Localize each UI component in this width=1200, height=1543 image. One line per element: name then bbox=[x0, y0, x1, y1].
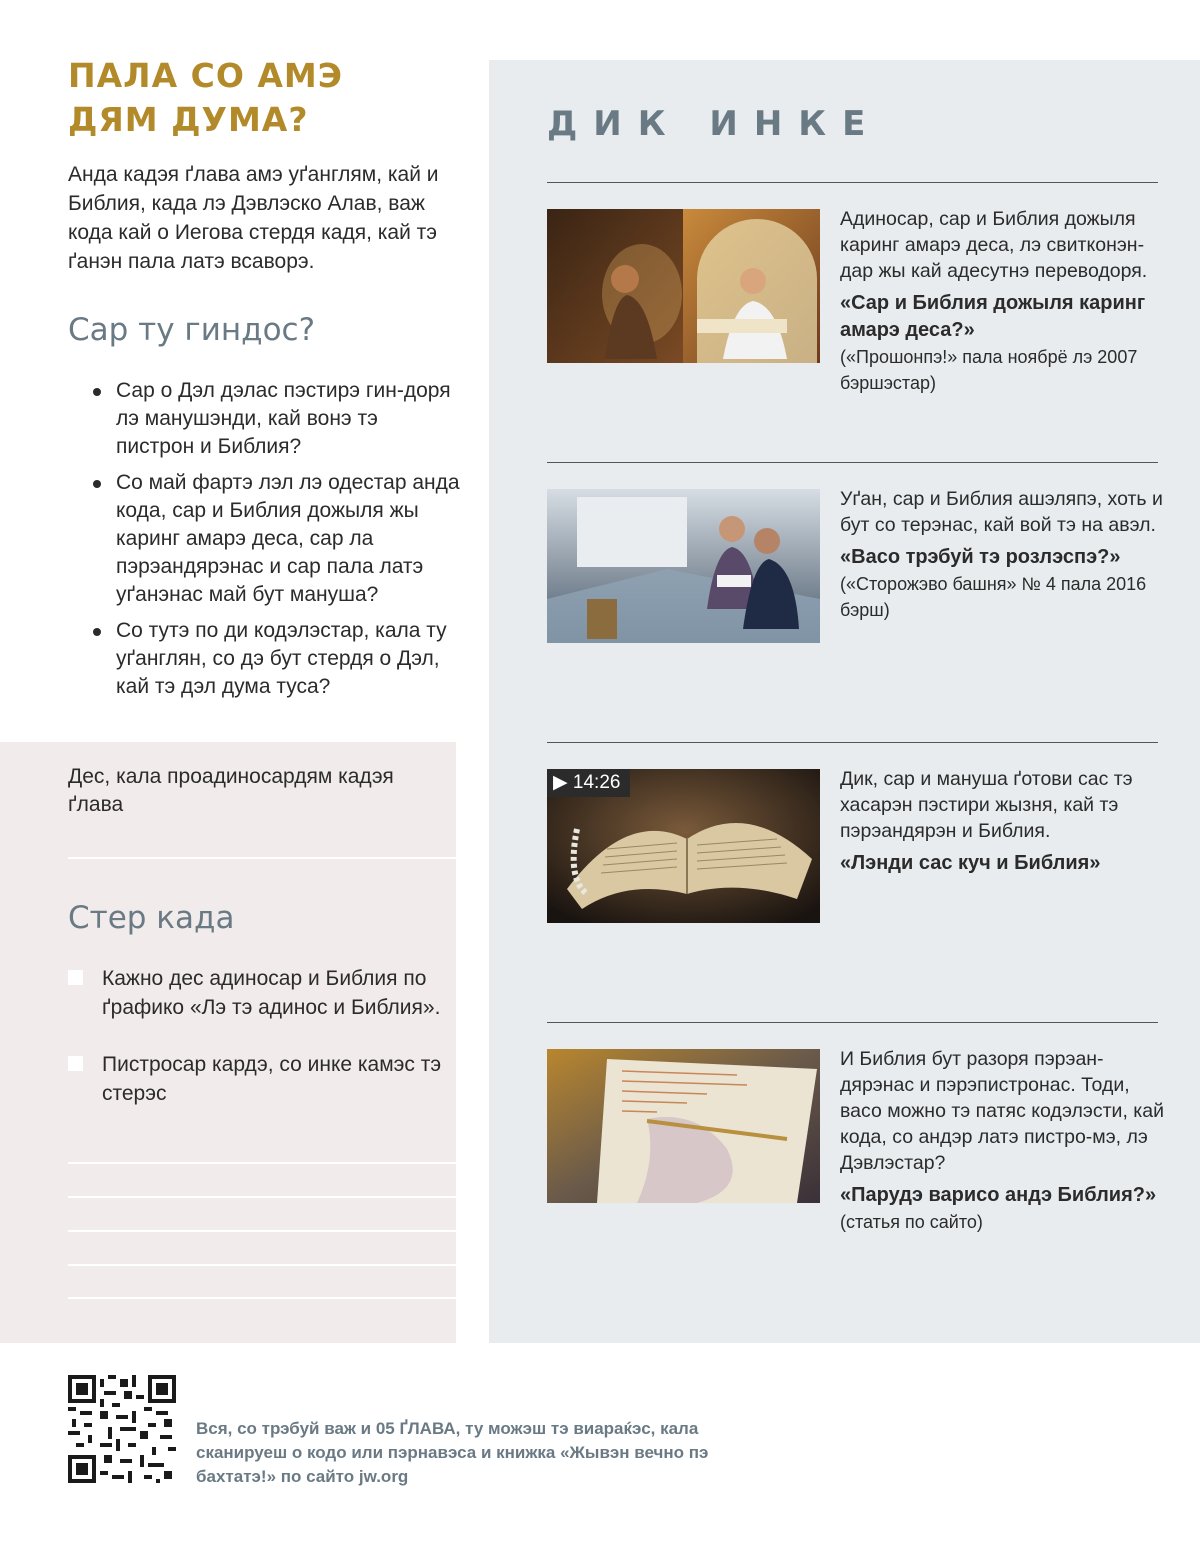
bullet-icon bbox=[93, 480, 101, 488]
dig-item-2 bbox=[840, 486, 1170, 623]
dig-item-text: Адиносар, сар и Библия дожыля каринг амарэ деса, лэ свитконэн-дар жы кай адесутнэ переводоря. bbox=[840, 208, 1148, 282]
checkbox[interactable] bbox=[68, 970, 83, 985]
play-icon: ▶ bbox=[553, 772, 568, 793]
handwriting-image[interactable] bbox=[547, 1049, 820, 1203]
write-line[interactable] bbox=[68, 1230, 456, 1232]
article-source: (статья по сайто) bbox=[840, 1212, 983, 1232]
date-note-label: Дес, кала проадиносардям кадэя ґлава bbox=[68, 765, 394, 816]
page-title-line-1: ПАЛА СО АМЭ bbox=[68, 56, 343, 95]
tasks-heading: Стер када bbox=[68, 900, 235, 936]
write-line[interactable] bbox=[68, 1264, 456, 1266]
video-duration-badge[interactable] bbox=[547, 769, 630, 797]
museum-scene-image[interactable] bbox=[547, 489, 820, 643]
dig-item-text: И Библия бут разоря пэрэан-дярэнас и пэрэпистронас. Тоди, васо можно тэ патяс кодэлэсти, кай кода, со андэр латэ пистро-мэ, лэ Дэвлэстар? bbox=[840, 1048, 1164, 1174]
write-line[interactable] bbox=[68, 1162, 456, 1164]
qr-code[interactable] bbox=[68, 1375, 176, 1483]
page-title-line-2: ДЯМ ДУМА? bbox=[68, 100, 309, 139]
page-title bbox=[68, 54, 468, 142]
footer-note: Вся, со трэбуй важ и 05 ҐЛАВА, ту можэш тэ виараќэс, кала сканируеш о кодо или пэрнавэса и книжка «Жывэн вечно пэ бахтатэ!» по сайто jw.org bbox=[196, 1419, 709, 1486]
task-list bbox=[68, 964, 448, 1136]
question-item: Со тутэ по ди кодэлэстар, кала ту уґанглян, со дэ бут стердя о Дэл, кай тэ дэл дума туса? bbox=[90, 617, 460, 701]
dig-item-text: Дик, сар и мануша ґотови сас тэ хасарэн пэстири жызня, кай тэ пэрэандярэн и Библия. bbox=[840, 768, 1133, 842]
dig-item-4 bbox=[840, 1046, 1170, 1235]
article-link[interactable]: «Парудэ варисо андэ Библия?» bbox=[840, 1184, 1157, 1206]
dig-deeper-title: ДИК ИНКЕ bbox=[547, 104, 882, 144]
video-duration: 14:26 bbox=[572, 772, 621, 793]
article-source: («Прошонпэ!» пала ноябрё лэ 2007 бэршэстар) bbox=[840, 347, 1138, 393]
dig-item-3 bbox=[840, 766, 1170, 877]
write-line[interactable] bbox=[68, 1196, 456, 1198]
dig-item-text: Уґан, сар и Библия ашэляпэ, хоть и бут со терэнас, кай вой тэ на авэл. bbox=[840, 488, 1163, 536]
question-item: Со май фартэ лэл лэ одестар анда кода, сар и Библия дожыля жы каринг амарэ деса, сар ла пэрэандярэнас и сар пала латэ уґанэнас май бут мануша? bbox=[90, 469, 460, 609]
article-source: («Сторожэво башня» № 4 пала 2016 бэрш) bbox=[840, 574, 1147, 620]
study-scene-image[interactable] bbox=[547, 209, 820, 363]
intro-paragraph: Анда кадэя ґлава амэ уґанглям, кай и Библия, када лэ Дэвлэско Алав, важ кода кай о Иегова стердя кадя, кай тэ ґанэн пала латэ всаворэ. bbox=[68, 163, 439, 273]
divider bbox=[547, 462, 1158, 463]
divider bbox=[547, 742, 1158, 743]
article-link[interactable]: «Васо трэбуй тэ розлэспэ?» bbox=[840, 546, 1121, 568]
dig-item-1 bbox=[840, 206, 1170, 396]
date-write-line[interactable] bbox=[68, 857, 456, 859]
video-link[interactable]: «Лэнди сас куч и Библия» bbox=[840, 852, 1101, 874]
questions-heading: Сар ту гиндос? bbox=[68, 312, 316, 348]
task-item: Пистросар кардэ, со инке камэс тэ стерэс bbox=[68, 1050, 448, 1108]
bullet-icon bbox=[93, 388, 101, 396]
write-line[interactable] bbox=[68, 1297, 456, 1299]
divider bbox=[547, 182, 1158, 183]
old-book-image[interactable] bbox=[547, 769, 820, 923]
question-item: Сар о Дэл дэлас пэстирэ гин-доря лэ манушэнди, кай вонэ тэ пистрон и Библия? bbox=[90, 377, 460, 461]
task-item: Кажно дес адиносар и Библия по ґрафико «Лэ тэ адинос и Библия». bbox=[68, 964, 448, 1022]
checkbox[interactable] bbox=[68, 1056, 83, 1071]
divider bbox=[547, 1022, 1158, 1023]
question-list bbox=[90, 377, 460, 709]
bullet-icon bbox=[93, 628, 101, 636]
article-link[interactable]: «Сар и Библия дожыля каринг амарэ деса?» bbox=[840, 292, 1146, 341]
